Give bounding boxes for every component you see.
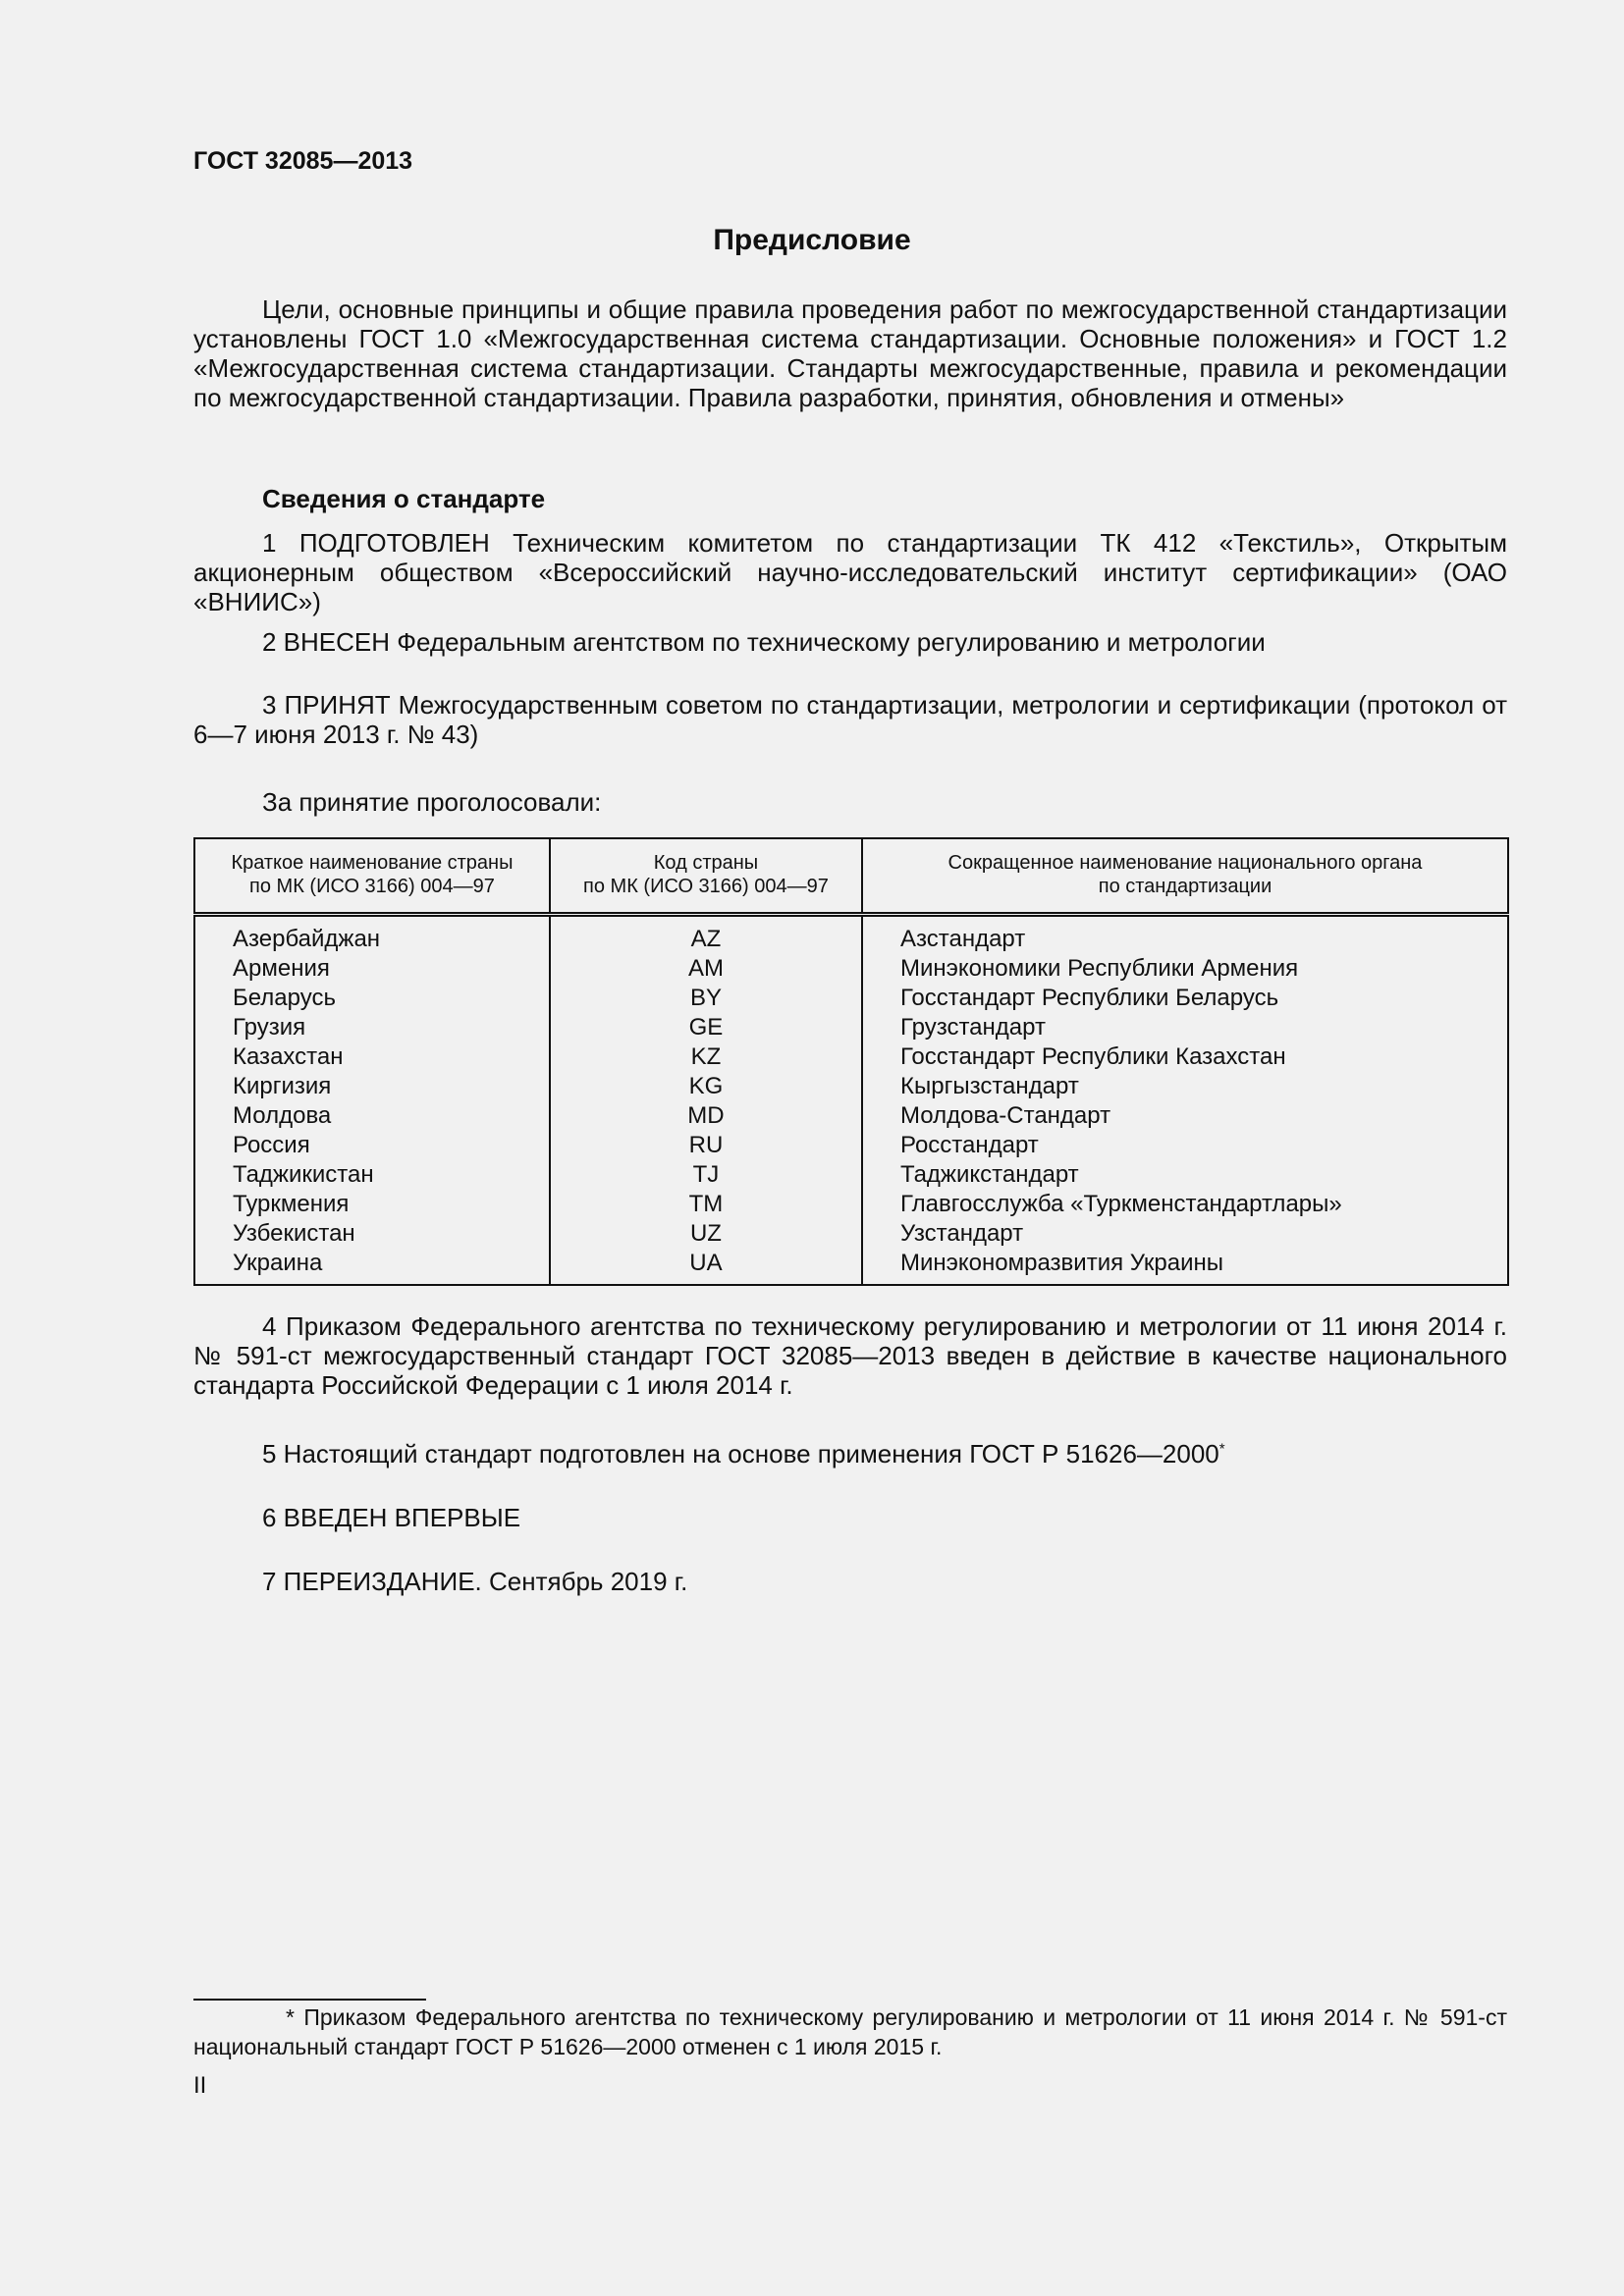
header-line: по стандартизации [1098,876,1272,897]
national-body-cell: Госстандарт Республики Беларусь [900,985,1279,1011]
body-list [863,917,1507,1284]
country-cell: Таджикистан [233,1161,374,1188]
country-cell: Азербайджан [233,926,381,952]
country-cell: Туркмения [233,1191,350,1217]
header-line: по МК (ИСО 3166) 004—97 [249,876,495,897]
page-title: Предисловие [713,224,911,256]
footnote-text: * Приказом Федерального агентства по техническому регулированию и метрологии от 11 июня 2014 г. № 591-ст национальный стандарт ГОСТ Р 51626—2000 отменен с 1 июля 2015 г. [193,2004,1507,2059]
code-cell: AM [687,955,724,982]
country-cell: Грузия [233,1014,306,1041]
table-header-row [194,838,1508,915]
footnote-divider [193,1999,426,2001]
national-body-cell: Росстандарт [900,1132,1039,1158]
document-code: ГОСТ 32085—2013 [193,147,413,175]
country-cell: Беларусь [233,985,336,1011]
code-cell: KG [688,1073,724,1099]
code-cell: AZ [690,926,722,952]
code-list [551,917,861,1284]
item-3-block [193,690,1507,749]
national-body-cell: Молдова-Стандарт [900,1102,1111,1129]
intro-block [193,294,1507,412]
item-1-block [193,528,1507,616]
national-body-cell: Госстандарт Республики Казахстан [900,1043,1286,1070]
header-line: по МК (ИСО 3166) 004—97 [583,876,829,897]
item-2-paragraph: 2 ВНЕСЕН Федеральным агентством по техническому регулированию и метрологии [262,627,1266,657]
header-national-body [862,838,1508,915]
intro-paragraph: Цели, основные принципы и общие правила проведения работ по межгосударственной стандартизации установлены ГОСТ 1.0 «Межгосударственная система стандартизации. Основные положения» и ГОСТ 1.2 «Межгосударственная система стандартизации. Стандарты межгосударственные, правила и рекомендации по межгосударственной стандартизации. Правила разработки, принятия, обновления и отмены» [193,294,1507,412]
about-standard-heading: Сведения о стандарте [262,484,546,513]
item-3-paragraph: 3 ПРИНЯТ Межгосударственным советом по стандартизации, метрологии и сертификации (протокол от 6—7 июня 2013 г. № 43) [193,690,1507,749]
code-cell: KZ [690,1043,722,1070]
country-column [194,915,550,1286]
header-line: Краткое наименование страны [231,852,514,874]
national-body-cell: Узстандарт [900,1220,1024,1247]
header-country-code [550,838,862,915]
national-body-cell: Таджикстандарт [900,1161,1079,1188]
national-body-cell: Кыргызстандарт [900,1073,1079,1099]
national-body-cell: Азстандарт [900,926,1026,952]
member-states-table [193,837,1509,1286]
header-line: Сокращенное наименование национального органа [947,852,1423,874]
code-cell: MD [687,1102,725,1129]
country-cell: Россия [233,1132,310,1158]
code-cell: UZ [689,1220,722,1247]
voted-label: За принятие проголосовали: [262,787,602,817]
country-cell: Киргизия [233,1073,332,1099]
page-number: II [193,2072,207,2099]
item-5-text: 5 Настоящий стандарт подготовлен на основе применения ГОСТ Р 51626—2000 [262,1439,1219,1468]
country-cell: Армения [233,955,330,982]
item-5-paragraph [262,1439,1225,1469]
body-column [862,915,1508,1286]
table-body-row [194,915,1508,1286]
header-line: Код страны [653,852,759,874]
code-column [550,915,862,1286]
code-cell: RU [688,1132,724,1158]
national-body-cell: Минэкономики Республики Армения [900,955,1299,982]
country-cell: Молдова [233,1102,332,1129]
item-1-paragraph: 1 ПОДГОТОВЛЕН Техническим комитетом по стандартизации ТК 412 «Текстиль», Открытым акционерным обществом «Всероссийский научно-исследовательский институт сертификации» (ОАО «ВНИИС») [193,528,1507,616]
country-cell: Казахстан [233,1043,344,1070]
code-cell: TJ [692,1161,720,1188]
item-4-paragraph: 4 Приказом Федерального агентства по техническому регулированию и метрологии от 11 июня 2014 г. № 591-ст межгосударственный стандарт ГОСТ 32085—2013 введен в действие в качестве национального стандарта Российской Федерации с 1 июля 2014 г. [193,1311,1507,1400]
national-body-cell: Главгосслужба «Туркменстандартлары» [900,1191,1342,1217]
footnote-marker: * [1218,1440,1225,1458]
item-6-paragraph: 6 ВВЕДЕН ВПЕРВЫЕ [262,1503,521,1532]
code-cell: UA [689,1250,723,1276]
national-body-cell: Минэкономразвития Украины [900,1250,1224,1276]
country-list [195,917,549,1284]
item-7-paragraph: 7 ПЕРЕИЗДАНИЕ. Сентябрь 2019 г. [262,1567,688,1596]
country-cell: Узбекистан [233,1220,355,1247]
code-cell: GE [688,1014,724,1041]
item-4-block [193,1311,1507,1400]
code-cell: BY [689,985,722,1011]
country-cell: Украина [233,1250,323,1276]
header-country-name [194,838,550,915]
national-body-cell: Грузстандарт [900,1014,1046,1041]
code-cell: TM [688,1191,724,1217]
